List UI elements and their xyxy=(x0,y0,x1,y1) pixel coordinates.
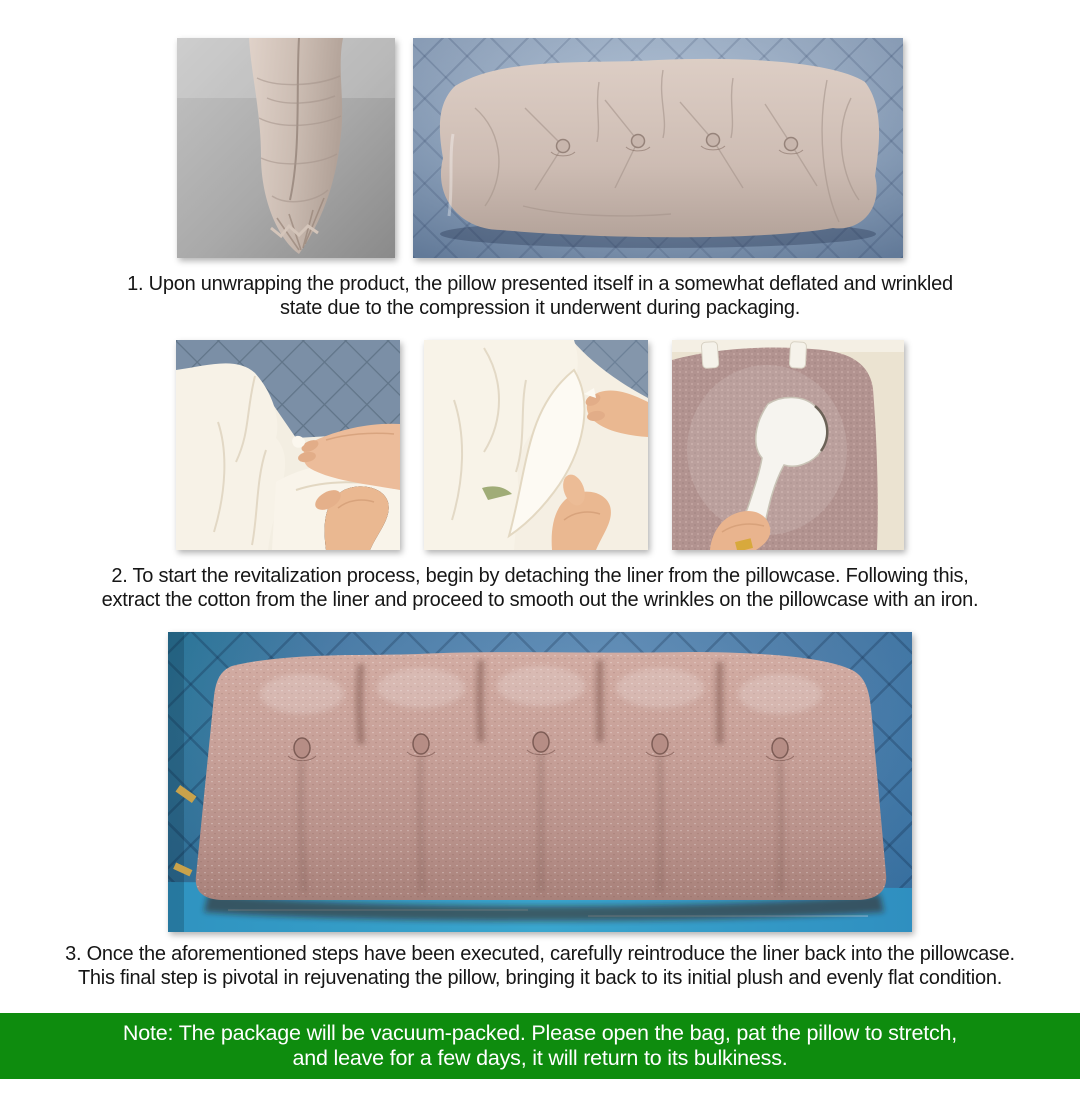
wrapped-pillow-illustration xyxy=(177,38,395,258)
note-line1: Note: The package will be vacuum-packed. Please open the bag, pat the pillow to stretch, xyxy=(122,1021,958,1045)
step3-photo-row xyxy=(0,632,1080,932)
extract-liner-illustration xyxy=(424,340,648,550)
deflated-pillow-illustration xyxy=(413,38,903,258)
note-banner xyxy=(0,1013,1080,1079)
restored-pillow-illustration xyxy=(168,632,912,932)
step1-caption xyxy=(0,272,1080,320)
step1-photo-row xyxy=(0,38,1080,258)
step3-caption xyxy=(0,942,1080,990)
note-line2: and leave for a few days, it will return to its bulkiness. xyxy=(292,1046,788,1070)
bed-frame-edge xyxy=(168,632,184,932)
deflated-pillow-shape xyxy=(440,59,879,237)
detach-liner-illustration xyxy=(176,340,400,550)
photo-extract-liner xyxy=(424,340,648,550)
photo-deflated-pillow xyxy=(413,38,903,258)
photo-restored-pillow xyxy=(168,632,912,932)
photo-wrapped-pillow xyxy=(177,38,395,258)
step3-caption-line1: 3. Once the aforementioned steps have been executed, carefully reintroduce the liner back into the pillowcase. xyxy=(65,943,1015,965)
step1-caption-line1: 1. Upon unwrapping the product, the pillow presented itself in a somewhat deflated and wrinkled xyxy=(127,273,953,295)
step2-photo-row xyxy=(0,340,1080,550)
step2-caption-line2: extract the cotton from the liner and proceed to smooth out the wrinkles on the pillowcase with an iron. xyxy=(101,589,979,611)
step1-caption-line2: state due to the compression it underwent during packaging. xyxy=(279,297,801,319)
photo-steam-pillowcase xyxy=(672,340,904,550)
step2-caption xyxy=(0,564,1080,612)
photo-detach-liner xyxy=(176,340,400,550)
step3-caption-line2: This final step is pivotal in rejuvenating the pillow, bringing it back to its initial plush and evenly flat condition. xyxy=(77,967,1003,989)
step2-caption-line1: 2. To start the revitalization process, begin by detaching the liner from the pillowcase. Following this, xyxy=(111,565,969,587)
steam-pillowcase-illustration xyxy=(672,340,904,550)
product-instruction-sheet xyxy=(0,38,1080,1118)
